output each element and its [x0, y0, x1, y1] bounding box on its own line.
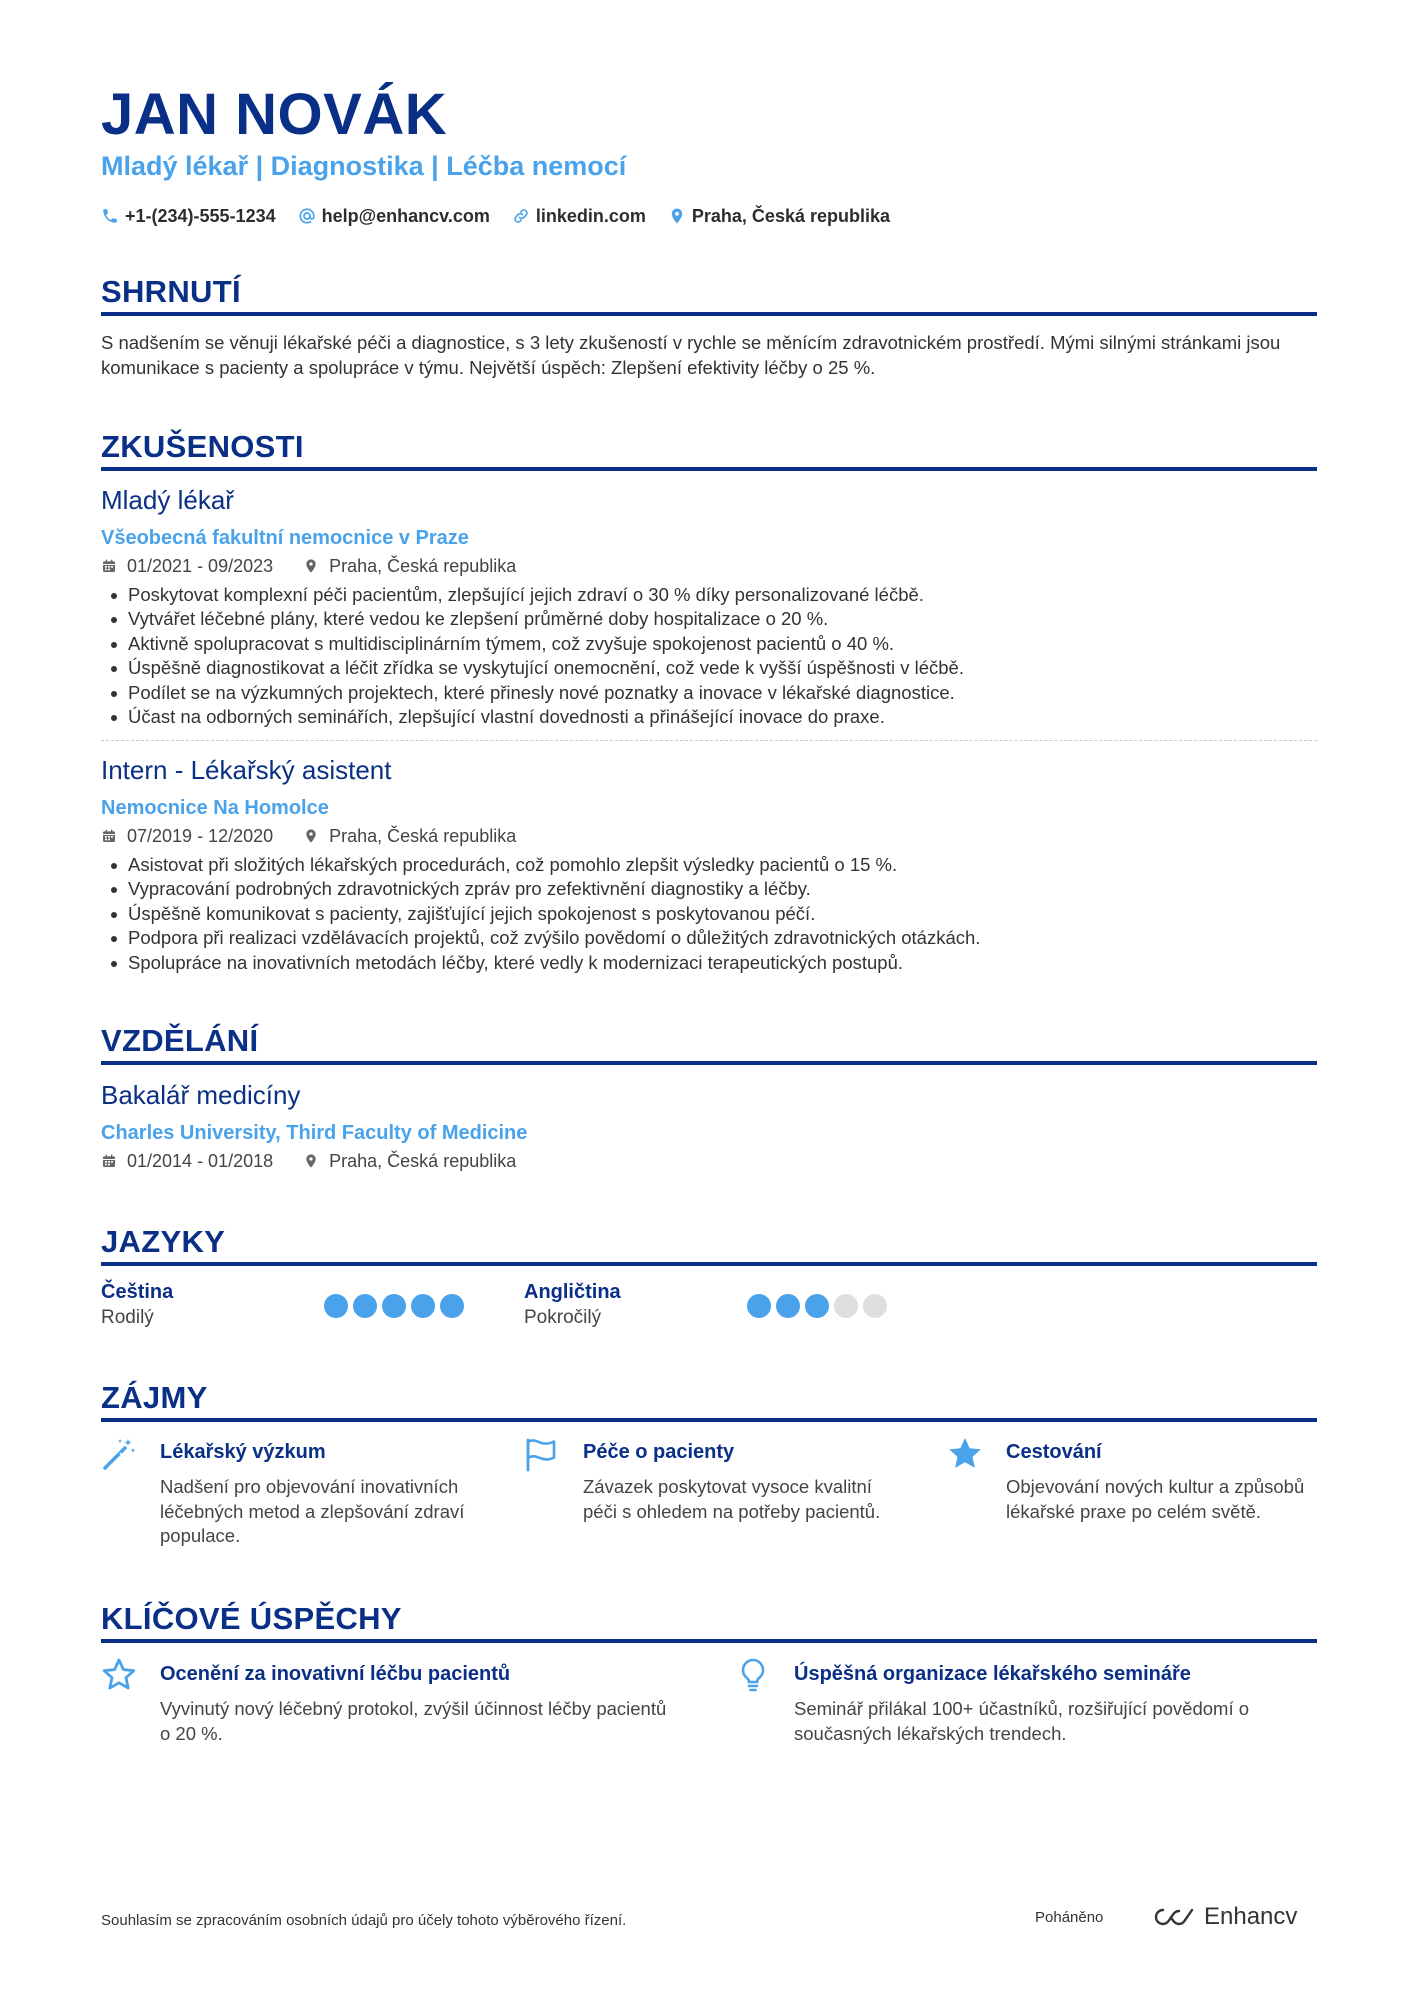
contact-email[interactable]: [298, 205, 490, 227]
education-meta: [101, 1150, 516, 1172]
list-item: Asistovat při složitých lékařských procedurách, což pomohlo zlepšit výsledky pacientů o 15 %.: [101, 853, 1317, 877]
candidate-tagline: Mladý lékař | Diagnostika | Léčba nemocí: [101, 151, 627, 181]
list-item: Úspěšně diagnostikovat a léčit zřídka se vyskytující onemocnění, což vede k vyšší úspěšnosti v léčbě.: [101, 656, 1317, 680]
list-item: Spolupráce na inovativních metodách léčby, které vedly k modernizaci terapeutických postupů.: [101, 951, 1317, 975]
section-rule: [101, 1262, 1317, 1266]
achievement-desc: Seminář přilákal 100+ účastníků, rozšiřující povědomí o současných lékařských trendech.: [794, 1698, 1250, 1744]
interest-title: Cestování: [1006, 1441, 1102, 1463]
rating-dot-filled: [382, 1294, 406, 1318]
education-school: Charles University, Third Faculty of Medicine: [101, 1122, 528, 1144]
enhancv-logo-icon: [1152, 1906, 1196, 1928]
lightbulb-icon: [735, 1657, 771, 1693]
location-pin-icon: [303, 558, 319, 574]
calendar-icon: [101, 1153, 117, 1169]
job-meta: [101, 555, 516, 577]
list-item: Aktivně spolupracovat s multidisciplinárním týmem, což zvyšuje spokojenost pacientů o 40 %.: [101, 632, 1317, 656]
contact-phone[interactable]: [101, 205, 276, 227]
contact-email-text: help@enhancv.com: [321, 206, 490, 226]
section-rule: [101, 1639, 1317, 1643]
section-rule: [101, 1061, 1317, 1065]
star-icon: [947, 1436, 983, 1472]
achievement-title: Ocenění za inovativní léčbu pacientů: [160, 1663, 511, 1685]
rating-dot-filled: [747, 1294, 771, 1318]
flag-icon: [524, 1436, 560, 1472]
magic-wand-icon: [101, 1436, 137, 1472]
job-location: Praha, Česká republika: [329, 556, 517, 576]
language-rating: [747, 1294, 892, 1318]
star-outline-icon: [101, 1657, 137, 1693]
job-dates: 01/2021 - 09/2023: [127, 556, 274, 576]
enhancv-logo-text: Enhancv: [1204, 1903, 1298, 1930]
interest-title: Péče o pacienty: [583, 1441, 735, 1463]
contact-location-text: Praha, Česká republika: [691, 206, 891, 226]
footer-powered-by: Poháněno: [1035, 1909, 1104, 1926]
section-title-education: VZDĚLÁNÍ: [101, 1023, 259, 1058]
list-item: Podpora při realizaci vzdělávacích projektů, což zvýšilo povědomí o důležitých zdravotnických otázkách.: [101, 926, 1317, 950]
contact-bar: [101, 205, 912, 227]
interest-title: Lékařský výzkum: [160, 1441, 326, 1463]
language-rating: [324, 1294, 469, 1318]
rating-dot-filled: [411, 1294, 435, 1318]
summary-text: S nadšením se věnuji lékařské péči a diagnostice, s 3 lety zkušeností v rychle se měnícím zdravotnickém prostředí. Mými silnými stránkami jsou komunikace s pacienty a spolupráce v týmu. Největší úspěch: Zlepšení efektivity léčby o 25 %.: [101, 332, 1281, 378]
language-level: Rodilý: [101, 1307, 154, 1328]
education-dates: 01/2014 - 01/2018: [127, 1151, 274, 1171]
contact-location: [668, 205, 890, 227]
rating-dot-filled: [353, 1294, 377, 1318]
job-meta: [101, 825, 516, 847]
list-item: Účast na odborných seminářích, zlepšující vlastní dovednosti a přinášející inovace do praxe.: [101, 705, 1317, 729]
job-location: Praha, Česká republika: [329, 826, 517, 846]
section-rule: [101, 312, 1317, 316]
job-org: Nemocnice Na Homolce: [101, 797, 329, 819]
at-icon: [298, 207, 316, 225]
rating-dot-empty: [863, 1294, 887, 1318]
rating-dot-filled: [440, 1294, 464, 1318]
job-bullets: [101, 853, 1317, 975]
education-degree: Bakalář medicíny: [101, 1080, 301, 1110]
section-rule: [101, 1418, 1317, 1422]
section-title-languages: JAZYKY: [101, 1224, 226, 1259]
job-org: Všeobecná fakultní nemocnice v Praze: [101, 527, 469, 549]
candidate-name: JAN NOVÁK: [101, 82, 448, 147]
calendar-icon: [101, 558, 117, 574]
contact-phone-text: +1-(234)-555-1234: [125, 206, 276, 226]
footer-consent: Souhlasím se zpracováním osobních údajů pro účely tohoto výběrového řízení.: [101, 1912, 627, 1929]
list-item: Vypracování podrobných zdravotnických zpráv pro zefektivnění diagnostiky a léčby.: [101, 877, 1317, 901]
education-location: Praha, Česká republika: [329, 1151, 517, 1171]
rating-dot-empty: [834, 1294, 858, 1318]
section-title-achievements: KLÍČOVÉ ÚSPĚCHY: [101, 1601, 402, 1636]
contact-linkedin[interactable]: [512, 205, 646, 227]
location-pin-icon: [303, 1153, 319, 1169]
language-name: Angličtina: [524, 1281, 621, 1303]
list-item: Úspěšně komunikovat s pacienty, zajišťující jejich spokojenost s poskytovanou péčí.: [101, 902, 1317, 926]
section-title-summary: SHRNUTÍ: [101, 274, 241, 309]
rating-dot-filled: [805, 1294, 829, 1318]
job-dates: 07/2019 - 12/2020: [127, 826, 274, 846]
contact-linkedin-text: linkedin.com: [535, 206, 646, 226]
achievement-desc: Vyvinutý nový léčebný protokol, zvýšil účinnost léčby pacientů o 20 %.: [160, 1698, 667, 1744]
job-role: Mladý lékař: [101, 485, 234, 515]
calendar-icon: [101, 828, 117, 844]
link-icon: [512, 207, 530, 225]
list-item: Podílet se na výzkumných projektech, které přinesly nové poznatky a inovace v lékařské diagnostice.: [101, 681, 1317, 705]
job-bullets: [101, 583, 1317, 729]
rating-dot-filled: [324, 1294, 348, 1318]
list-item: Poskytovat komplexní péči pacientům, zlepšující jejich zdraví o 30 % díky personalizované léčbě.: [101, 583, 1317, 607]
language-name: Čeština: [101, 1281, 174, 1303]
language-level: Pokročilý: [524, 1307, 602, 1328]
list-item: Vytvářet léčebné plány, které vedou ke zlepšení průměrné doby hospitalizace o 20 %.: [101, 607, 1317, 631]
interest-desc: Nadšení pro objevování inovativních léčebných metod a zlepšování zdraví populace.: [160, 1476, 465, 1546]
interest-desc: Objevování nových kultur a způsobů lékařské praxe po celém světě.: [1006, 1476, 1305, 1522]
location-pin-icon: [668, 207, 686, 225]
section-rule: [101, 467, 1317, 471]
section-title-interests: ZÁJMY: [101, 1380, 208, 1415]
location-pin-icon: [303, 828, 319, 844]
enhancv-logo[interactable]: [1152, 1905, 1297, 1929]
interest-desc: Závazek poskytovat vysoce kvalitní péči s ohledem na potřeby pacientů.: [583, 1476, 881, 1522]
job-divider: [101, 740, 1317, 741]
section-title-experience: ZKUŠENOSTI: [101, 429, 304, 464]
phone-icon: [101, 207, 119, 225]
rating-dot-filled: [776, 1294, 800, 1318]
job-role: Intern - Lékařský asistent: [101, 755, 392, 785]
achievement-title: Úspěšná organizace lékařského semináře: [794, 1663, 1191, 1685]
